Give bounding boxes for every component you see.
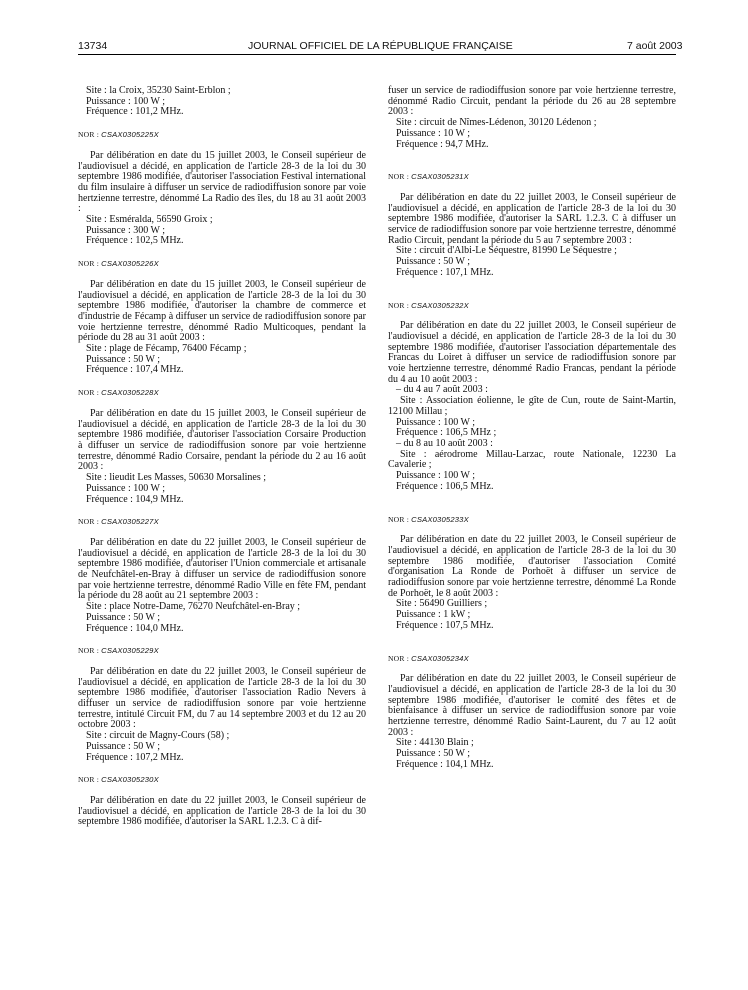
deliberation-text: Par délibération en date du 22 juillet 2003, le Conseil supérieur de l'audiovisuel a décidé, en application de l'article 28-3 de la loi du 30 septembre 1986 modifiée, d'autoriser la SARL 1.2.3. C à dif- (78, 794, 366, 828)
deliberation-text: Par délibération en date du 15 juillet 2003, le Conseil supérieur de l'audiovisuel a décidé, en application de l'article 28-3 de la loi du 30 septembre 1986 modifiée, d'autoriser l'association Corsaire Production à diffuser un service de radiodiffusion sonore par voie hertzienne terrestre, dénommé Radio Corsaire, pendant la période du 2 au 16 août 2003 : (78, 407, 366, 473)
site-line: Site : place Notre-Dame, 76270 Neufchâtel-en-Bray ; (86, 601, 301, 613)
power-line: Puissance : 100 W ; (86, 482, 166, 494)
nor-reference: NOR : CSAX0305225X (78, 130, 159, 140)
site-line: Site : plage de Fécamp, 76400 Fécamp ; (86, 343, 247, 355)
power-line: Puissance : 100 W ; (396, 470, 476, 482)
header-rule (78, 54, 676, 55)
power-line: Puissance : 50 W ; (86, 611, 161, 623)
issue-date: 7 août 2003 (627, 40, 683, 52)
frequency-line: Fréquence : 104,0 MHz. (86, 622, 184, 634)
frequency-line: Fréquence : 94,7 MHz. (396, 138, 489, 150)
deliberation-text: Par délibération en date du 22 juillet 2003, le Conseil supérieur de l'audiovisuel a décidé, en application de l'article 28-3 de la loi du 30 septembre 1986 modifiée, d'autoriser le comité des fêtes et de bienfaisance à diffuser un service de radiodiffusion sonore par voie hertzienne terrestre, dénommé Radio Saint-Laurent, du 7 au 12 août 2003 : (388, 673, 676, 738)
power-line: Puissance : 1 kW ; (396, 609, 471, 621)
period-line: – du 8 au 10 août 2003 : (396, 437, 493, 449)
power-line: Puissance : 50 W ; (396, 256, 471, 268)
power-line: Puissance : 50 W ; (86, 740, 161, 752)
nor-reference: NOR : CSAX0305227X (78, 517, 159, 527)
power-line: Puissance : 100 W ; (86, 95, 166, 107)
right-column (388, 86, 676, 771)
deliberation-text: Par délibération en date du 22 juillet 2003, le Conseil supérieur de l'audiovisuel a décidé, en application de l'article 28-3 de la loi du 30 septembre 1986 modifiée, d'autoriser l'association départementale des Francas du Loiret à diffuser un service de radiodiffusion sonore par voie hertzienne terrestre, dénommé Radio Francas, pendant la période du 4 au 10 août 2003 : (388, 320, 676, 385)
power-line: Puissance : 100 W ; (396, 416, 476, 428)
nor-reference: NOR : CSAX0305231X (388, 172, 469, 182)
site-line: Site : circuit d'Albi-Le Séquestre, 81990 Le Séquestre ; (396, 245, 617, 257)
site-line: Site : lieudit Les Masses, 50630 Morsalines ; (86, 472, 266, 484)
frequency-line: Fréquence : 107,2 MHz. (86, 751, 184, 763)
power-line: Puissance : 50 W ; (86, 353, 161, 365)
nor-reference: NOR : CSAX0305230X (78, 775, 159, 785)
frequency-line: Fréquence : 104,1 MHz. (396, 758, 494, 770)
power-line: Puissance : 10 W ; (396, 127, 471, 139)
page-number: 13734 (78, 40, 108, 52)
power-line: Puissance : 300 W ; (86, 224, 166, 236)
frequency-line: Fréquence : 106,5 MHz ; (396, 427, 497, 439)
site-line: Site : 44130 Blain ; (396, 737, 474, 749)
period-line: – du 4 au 7 août 2003 : (396, 384, 488, 396)
site-line: Site : circuit de Magny-Cours (58) ; (86, 730, 230, 742)
journal-title: JOURNAL OFFICIEL DE LA RÉPUBLIQUE FRANÇAISE (248, 40, 513, 52)
deliberation-text: Par délibération en date du 22 juillet 2003, le Conseil supérieur de l'audiovisuel a décidé, en application de l'article 28-3 de la loi du 30 septembre 1986 modifiée, d'autoriser l'association Radio Nevers à diffuser un service de radiodiffusion sonore par voie hertzienne terrestre, intitulé Circuit FM, du 7 au 14 septembre 2003 et du 12 au 20 octobre 2003 : (78, 665, 366, 731)
entry-continued (78, 86, 366, 118)
deliberation-text: Par délibération en date du 22 juillet 2003, le Conseil supérieur de l'audiovisuel a décidé, en application de l'article 28-3 de la loi du 30 septembre 1986 modifiée, d'autoriser la SARL 1.2.3. C à diffuser un service de radiodiffusion sonore par voie hertzienne terrestre, dénommé Radio Circuit, pendant la période du 5 au 7 septembre 2003 : (388, 191, 676, 246)
site-line: Site : Association éolienne, le gîte de Cun, route de Saint-Martin, 12100 Millau ; (388, 395, 676, 417)
frequency-line: Fréquence : 106,5 MHz. (396, 480, 494, 492)
frequency-line: Fréquence : 107,4 MHz. (86, 364, 184, 376)
site-line: Site : 56490 Guilliers ; (396, 598, 488, 610)
frequency-line: Fréquence : 107,1 MHz. (396, 266, 494, 278)
deliberation-text: Par délibération en date du 22 juillet 2003, le Conseil supérieur de l'audiovisuel a décidé, en application de l'article 28-3 de la loi du 30 septembre 1986 modifiée, d'autoriser l'association Comité d'organisation La Ronde de Porhoët à diffuser un service de radiodiffusion sonore par voie hertzienne terrestre, dénommé La Ronde de Porhoët, le 8 août 2003 : (388, 534, 676, 599)
nor-reference: NOR : CSAX0305228X (78, 388, 159, 398)
power-line: Puissance : 50 W ; (396, 748, 471, 760)
site-line: Site : circuit de Nîmes-Lédenon, 30120 Lédenon ; (396, 117, 597, 129)
left-column (78, 86, 366, 828)
nor-reference: NOR : CSAX0305234X (388, 653, 469, 663)
frequency-line: Fréquence : 107,5 MHz. (396, 619, 494, 631)
frequency-line: Fréquence : 104,9 MHz. (86, 493, 184, 505)
deliberation-text: Par délibération en date du 22 juillet 2003, le Conseil supérieur de l'audiovisuel a décidé, en application de l'article 28-3 de la loi du 30 septembre 1986 modifiée, d'autoriser l'Union commerciale et artisanale de Neufchâtel-en-Bray à diffuser un service de radiodiffusion sonore par voie hertzienne terrestre, dénommé Radio Ville en fête FM, pendant la période du 28 août au 21 septembre 2003 : (78, 536, 366, 602)
nor-reference: NOR : CSAX0305229X (78, 646, 159, 656)
site-line: Site : aérodrome Millau-Larzac, route Nationale, 12230 La Cavalerie ; (388, 448, 676, 471)
nor-reference: NOR : CSAX0305232X (388, 300, 469, 310)
nor-reference: NOR : CSAX0305233X (388, 514, 469, 524)
deliberation-text-continued: fuser un service de radiodiffusion sonore par voie hertzienne terrestre, dénommé Radio Circuit, pendant la période du 26 au 28 septembre 2003 : (388, 85, 676, 118)
deliberation-text: Par délibération en date du 15 juillet 2003, le Conseil supérieur de l'audiovisuel a décidé, en application de l'article 28-3 de la loi du 30 septembre 1986 modifiée, d'autoriser la chambre de commerce et d'industrie de Fécamp à diffuser un service de radiodiffusion sonore par voie hertzienne terrestre, dénommé Radio Multicoques, pendant la période du 28 au 31 août 2003 : (78, 278, 366, 344)
frequency-line: Fréquence : 101,2 MHz. (86, 106, 184, 118)
deliberation-text: Par délibération en date du 15 juillet 2003, le Conseil supérieur de l'audiovisuel a décidé, en application de l'article 28-3 de la loi du 30 septembre 1986 modifiée, d'autoriser l'association Festival international du film insulaire à diffuser un service de radiodiffusion sonore par voie hertzienne terrestre, dénommé La Radio des îles, du 18 au 31 août 2003 : (78, 149, 366, 215)
nor-reference: NOR : CSAX0305226X (78, 259, 159, 269)
site-line: Site : la Croix, 35230 Saint-Erblon ; (86, 85, 231, 96)
frequency-line: Fréquence : 102,5 MHz. (86, 235, 184, 247)
site-line: Site : Esméralda, 56590 Groix ; (86, 214, 213, 226)
